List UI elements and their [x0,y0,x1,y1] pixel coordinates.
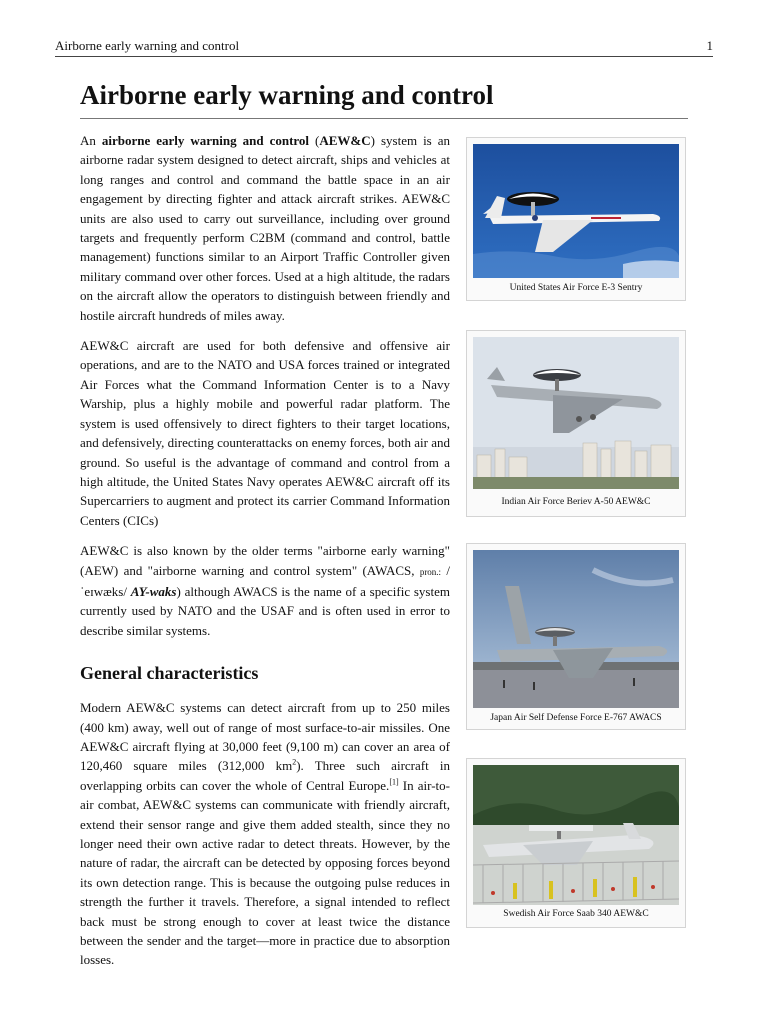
page-title: Airborne early warning and control [80,78,688,119]
intro-text: ) system is an airborne radar system designed to detect aircraft, ships and vehicles at long ranges and control and command the battle space in an air engagement by directing fighter and attack aircraft strikes. AEW&C units are also used to carry out surveillance, including over ground targets and frequently perform C2BM (command and control, battle management) functions similar to an Airport Traffic Controller given military command over other forces. Used at a high altitude, the radars on the aircraft allow the operators to distinguish between friendly and hostile aircraft hundreds of miles away. [80,133,451,323]
figure-caption: Indian Air Force Beriev A-50 AEW&C [501,497,651,507]
ipa-text: /ˈeɪwæks/ [80,562,450,599]
e767-photo[interactable] [473,550,679,708]
figure-caption: United States Air Force E-3 Sentry [509,283,643,293]
figure-caption: Japan Air Self Defense Force E-767 AWACS [490,713,662,723]
intro-text: ( [309,133,320,148]
pronunciation-label[interactable]: pron.: [419,566,442,577]
article-body [80,131,450,981]
para4-text: ). Three such aircraft in overlapping orbits can cover the whole of Central Europe. [80,758,450,793]
abbr-bold: AEW&C [319,133,371,148]
beriev-a50-photo[interactable] [473,337,679,489]
para3-text: AEW&C is also known by the older terms "airborne early warning" (AEW) and "airborne warning and control system" (AWACS, [80,543,450,578]
citation-link[interactable]: [1] [389,777,399,787]
running-title: Airborne early warning and control [55,38,240,53]
section-heading: General characteristics [80,663,259,684]
para4-text: In air-to-air combat, AEW&C systems can communicate with friendly aircraft, extend their sensor range and give them added stealth, since they no longer need their own active radar to detect threats. However, by the nature of radar, the aircraft can be detected by opposing forces beyond its own detection range. This is because the outgoing pulse reduces in strength the further it travels. Therefore, a signal intended to reflect back must be strong enough to cover at least twice the distance between the sender and the target—more in practice due to absorption losses. [80,777,450,968]
saab-340-photo[interactable] [473,765,679,905]
figure-caption: Swedish Air Force Saab 340 AEW&C [503,909,649,919]
page-number: 1 [706,38,713,53]
running-header [55,38,713,57]
figure-e767 [466,543,686,730]
e3-sentry-photo[interactable] [473,144,679,278]
paragraph-3 [80,541,450,640]
paragraph-4 [80,698,450,970]
para4-text: Modern AEW&C systems can detect aircraft from up to 250 miles (400 km) away, well out of range of most surface-to-air missiles. One AEW&C aircraft flying at 30,000 feet (9,100 m) can cover an area of 120,460 square miles (312,000 km [80,700,450,774]
paragraph-2: AEW&C aircraft are used for both defensive and offensive air operations, and are to the NATO and USA forces trained or integrated Air Forces what the Command Information Center is to a Navy Warship, plus a highly mobile and powerful radar platform. The system is used offensively to direct fighters to their target locations, and defensively, directing counterattacks on enemy forces, both air and ground. So useful is the advantage of command and control from a high altitude, the United States Navy operates AEW&C aircraft off its Supercarriers to augment and protect its carrier Command Information Centers (CICs) [80,338,450,528]
intro-paragraph [80,131,450,325]
figure-e3-sentry [466,137,686,301]
superscript: 2 [292,758,297,768]
para3-text: ) although AWACS is the name of a specific system currently used by NATO and the USAF and is often used in error to describe similar systems. [80,583,450,638]
figure-saab-340 [466,758,686,928]
figure-beriev-a50 [466,330,686,517]
term-bold: airborne early warning and control [101,133,310,148]
intro-text: An [80,133,102,148]
respelling: AY-waks [130,583,177,599]
